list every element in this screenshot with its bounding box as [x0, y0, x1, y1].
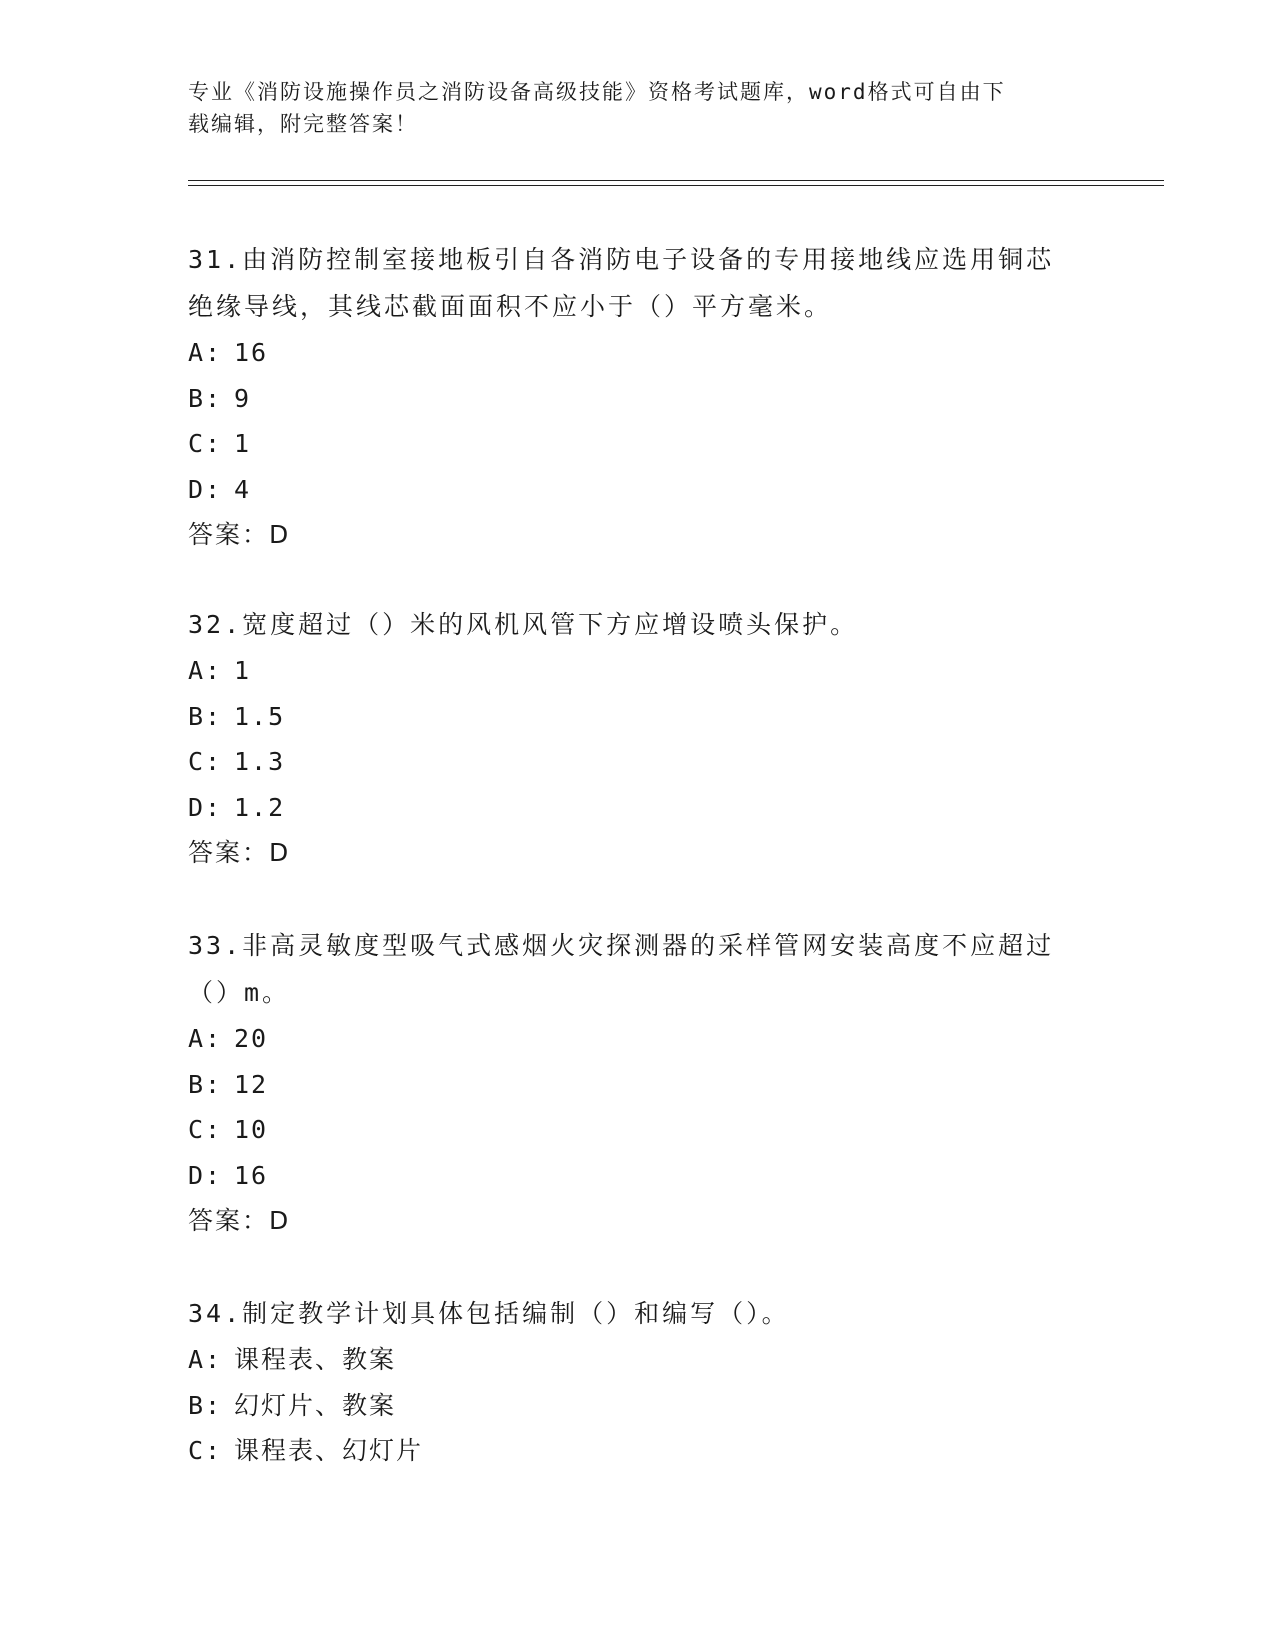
option-text: 课程表、幻灯片 — [234, 1436, 424, 1465]
option-b — [188, 376, 1088, 422]
option-letter: D: — [188, 474, 223, 504]
option-letter: C: — [188, 429, 223, 458]
option-c — [188, 421, 1088, 467]
option-a — [188, 1337, 1088, 1383]
option-letter: B: — [188, 1069, 223, 1099]
option-text: 1.5 — [234, 701, 286, 731]
option-letter: B: — [188, 383, 223, 413]
option-letter: D: — [188, 792, 223, 822]
answer: 答案：D — [188, 1206, 291, 1235]
option-text: 1.3 — [234, 747, 286, 776]
option-a — [188, 648, 1088, 694]
option-text: 16 — [234, 338, 269, 367]
question-31 — [188, 236, 1088, 558]
option-b — [188, 1062, 1088, 1108]
question-stem — [188, 601, 1088, 648]
option-text: 课程表、教案 — [234, 1345, 397, 1374]
option-text: 1.2 — [234, 792, 286, 822]
option-c — [188, 1107, 1088, 1153]
option-text: 10 — [234, 1115, 269, 1144]
header-divider-top — [188, 180, 1164, 181]
option-d — [188, 467, 1088, 513]
question-stem-line: （）m。 — [188, 978, 291, 1007]
option-text: 1 — [234, 429, 252, 458]
option-text: 幻灯片、教案 — [234, 1390, 397, 1420]
option-text: 20 — [234, 1024, 269, 1053]
option-text: 4 — [234, 474, 252, 504]
option-letter: A: — [188, 1345, 223, 1374]
answer: 答案：D — [188, 838, 291, 867]
option-b — [188, 1383, 1088, 1429]
option-letter: A: — [188, 338, 223, 367]
option-text: 12 — [234, 1069, 269, 1099]
option-c — [188, 739, 1088, 785]
question-stem-line: 绝缘导线，其线芯截面面积不应小于（）平方毫米。 — [188, 292, 833, 321]
option-a — [188, 330, 1088, 376]
question-stem — [188, 922, 1088, 1016]
question-32 — [188, 601, 1088, 876]
option-letter: C: — [188, 747, 223, 776]
question-stem — [188, 236, 1088, 330]
header-line-2: 载编辑，附完整答案！ — [188, 112, 418, 136]
answer: 答案：D — [188, 520, 291, 549]
question-stem-line: 33.非高灵敏度型吸气式感烟火灾探测器的采样管网安装高度不应超过 — [188, 931, 1055, 960]
option-letter: C: — [188, 1115, 223, 1144]
option-text: 16 — [234, 1160, 269, 1190]
option-letter: B: — [188, 1390, 223, 1420]
option-b — [188, 694, 1088, 740]
option-letter: A: — [188, 656, 223, 685]
option-c — [188, 1428, 1088, 1474]
option-letter: C: — [188, 1436, 223, 1465]
question-stem — [188, 1290, 1088, 1337]
option-a — [188, 1016, 1088, 1062]
document-header — [188, 76, 1088, 140]
option-d — [188, 1153, 1088, 1199]
question-stem-line: 34.制定教学计划具体包括编制（）和编写（）。 — [188, 1299, 790, 1328]
question-stem-line: 32.宽度超过（）米的风机风管下方应增设喷头保护。 — [188, 610, 859, 639]
option-text: 1 — [234, 656, 252, 685]
option-letter: A: — [188, 1024, 223, 1053]
question-33 — [188, 922, 1088, 1244]
question-stem-line: 31.由消防控制室接地板引自各消防电子设备的专用接地线应选用铜芯 — [188, 245, 1055, 274]
option-text: 9 — [234, 383, 252, 413]
option-letter: B: — [188, 701, 223, 731]
header-line-1: 专业《消防设施操作员之消防设备高级技能》资格考试题库，word格式可自由下 — [188, 80, 1006, 104]
option-d — [188, 785, 1088, 831]
header-divider-bottom — [188, 185, 1164, 186]
question-34 — [188, 1290, 1088, 1474]
option-letter: D: — [188, 1160, 223, 1190]
